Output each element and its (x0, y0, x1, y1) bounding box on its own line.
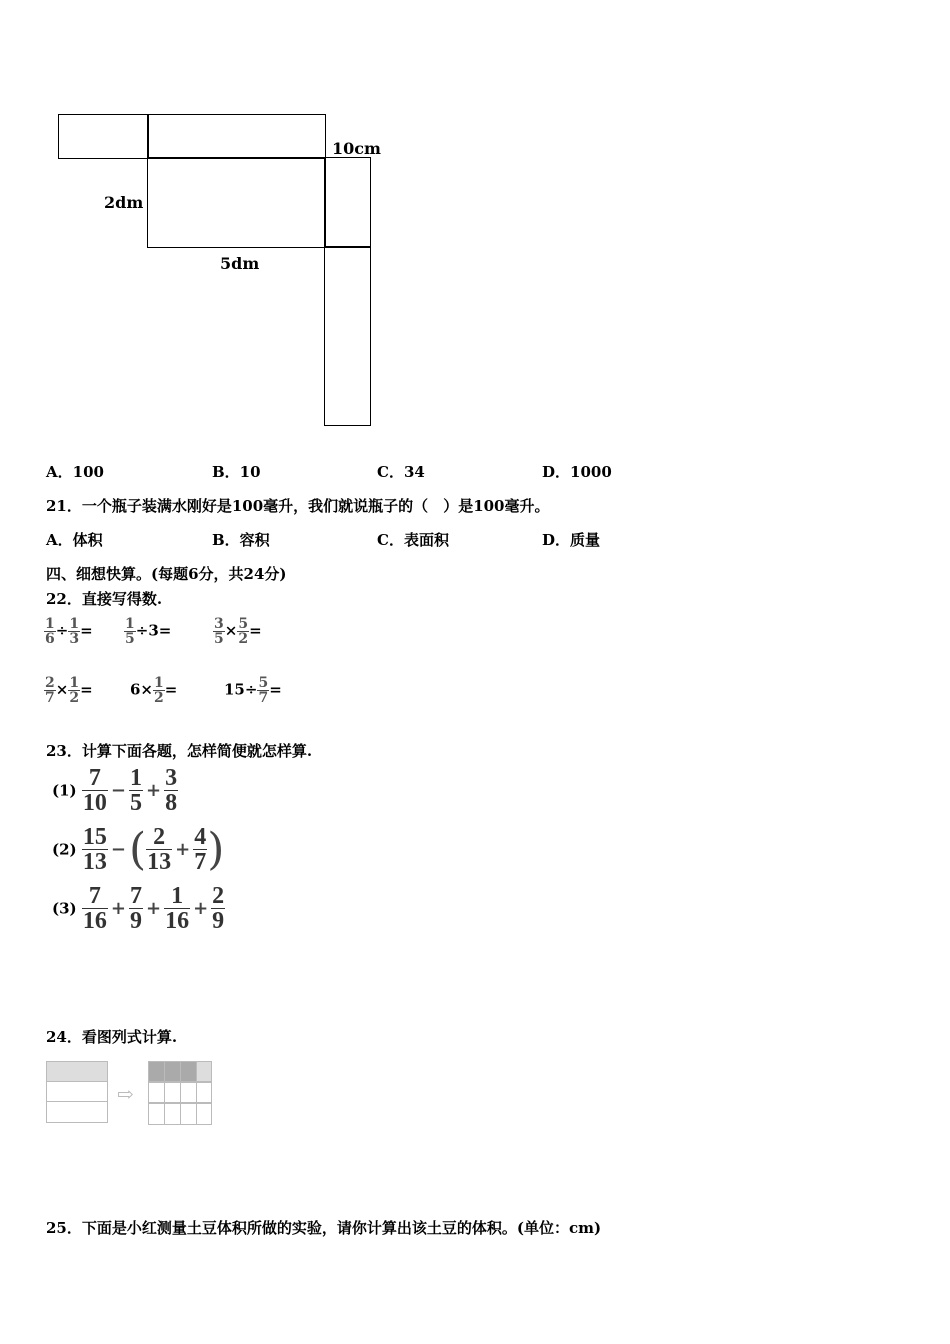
section-4-heading: 四、细想快算。(每题6分，共24分) (46, 565, 287, 583)
grid-cell (196, 1082, 212, 1103)
q23-problem-1: (1) $\frac{7}{10}$ − $\frac{1}{5}$ + $\frac{3}{8}$ (52, 765, 178, 816)
q21-option-c: C．表面积 (377, 531, 449, 549)
rect-top (147, 114, 326, 159)
q20-option-a: A．100 (46, 463, 104, 481)
q22-item-1: $\frac{1}{6}$ ÷ $\frac{1}{3}$ = (45, 616, 93, 647)
label-5dm: 5dm (220, 254, 260, 273)
q21-option-b: B．容积 (212, 531, 270, 549)
shaded-row (46, 1061, 108, 1082)
q22-item-3: $\frac{3}{5}$ × $\frac{5}{2}$ = (214, 616, 262, 647)
q22-item-5: 6× $\frac{1}{2}$ = (130, 675, 178, 706)
arrow-right-icon: ⇨ (117, 1082, 134, 1106)
q22-title: 22．直接写得数. (46, 590, 163, 608)
q22-item-6: 15÷ $\frac{5}{7}$ = (224, 675, 282, 706)
q23-problem-2: (2) $\frac{15}{13}$ −( $\frac{2}{13}$ + $\frac{4}{7}$ ) (52, 824, 225, 875)
label-2dm: 2dm (104, 193, 144, 212)
grid-cell (180, 1082, 197, 1103)
q21-option-a: A．体积 (46, 531, 103, 549)
q23-title: 23．计算下面各题，怎样简便就怎样算. (46, 742, 313, 760)
grid-cell (180, 1103, 197, 1125)
grid-cell (148, 1103, 165, 1125)
row (46, 1101, 108, 1123)
q20-option-d: D．1000 (542, 463, 612, 481)
grid-cell (164, 1103, 181, 1125)
q24-title: 24．看图列式计算. (46, 1028, 178, 1046)
rect-small (58, 114, 149, 159)
grid-cell (164, 1082, 181, 1103)
rect-tall (324, 246, 371, 426)
grid-cell (148, 1061, 165, 1082)
grid-cell (148, 1082, 165, 1103)
rect-side (324, 157, 371, 248)
q21-option-d: D．质量 (542, 531, 601, 549)
q22-item-2: $\frac{1}{5}$ ÷3= (125, 616, 172, 647)
q25-title: 25．下面是小红测量土豆体积所做的实验，请你计算出该土豆的体积。(单位：cm) (46, 1219, 602, 1237)
row (46, 1081, 108, 1102)
grid-cell (164, 1061, 181, 1082)
q20-option-b: B．10 (212, 463, 261, 481)
label-10cm: 10cm (332, 139, 381, 158)
grid-cell (196, 1061, 212, 1082)
q23-problem-3: (3) $\frac{7}{16}$ + $\frac{7}{9}$ + $\frac{1}{16}$ + $\frac{2}{9}$ (52, 883, 225, 934)
grid-cell (196, 1103, 212, 1125)
grid-cell (180, 1061, 197, 1082)
q21-text: 21．一个瓶子装满水刚好是100毫升，我们就说瓶子的（ ）是100毫升。 (46, 497, 550, 515)
rect-bottom (147, 157, 326, 248)
q22-item-4: $\frac{2}{7}$ × $\frac{1}{2}$ = (45, 675, 93, 706)
q20-option-c: C．34 (377, 463, 425, 481)
